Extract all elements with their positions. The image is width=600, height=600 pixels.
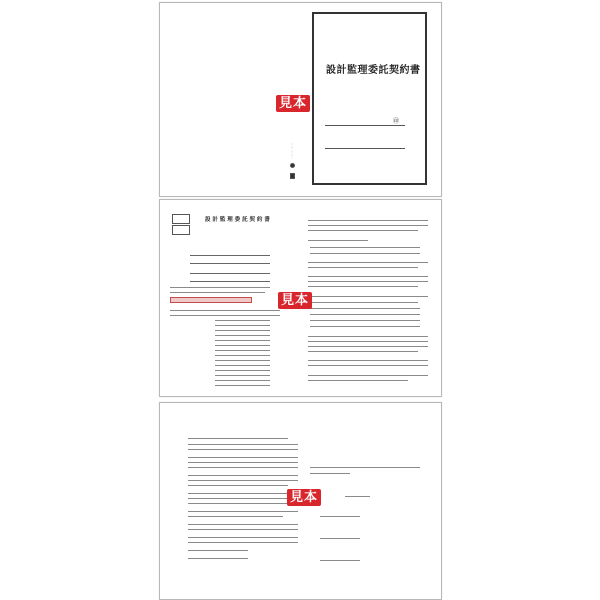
text-line: [308, 281, 428, 282]
list-line: [215, 385, 270, 386]
field-line: [190, 281, 270, 282]
text-line: [188, 485, 288, 486]
contract-spread: [159, 199, 442, 397]
list-line: [215, 380, 270, 381]
text-line: [170, 287, 270, 288]
text-line: [308, 302, 418, 303]
text-line: [188, 537, 298, 538]
text-line: [308, 375, 428, 376]
text-line: [308, 380, 408, 381]
list-line: [215, 365, 270, 366]
text-line: [188, 480, 298, 481]
text-line: [188, 457, 298, 458]
list-line: [215, 355, 270, 356]
seal-mark: ㊞: [393, 118, 400, 125]
text-line: [310, 320, 420, 321]
stamp-box-2: [172, 225, 190, 235]
field-line: [190, 273, 270, 274]
text-line: [308, 341, 428, 342]
text-line: [308, 296, 428, 297]
sample-stamp: 見本: [287, 489, 321, 506]
text-line: [310, 473, 350, 474]
sample-stamp: 見本: [278, 292, 312, 309]
cover-frame: [312, 12, 427, 185]
text-line: [308, 230, 418, 231]
field-line: [190, 263, 270, 264]
text-line: [308, 360, 428, 361]
text-line: [188, 503, 293, 504]
stamp-box-1: [172, 214, 190, 224]
text-line: [188, 558, 248, 559]
text-line: [310, 308, 420, 309]
cover-line-2: [325, 148, 405, 149]
text-line: [308, 225, 428, 226]
list-line: [215, 375, 270, 376]
text-line: [188, 542, 298, 543]
text-line: [188, 449, 298, 450]
text-line: [188, 529, 298, 530]
text-line: [308, 220, 428, 221]
text-line: [310, 326, 420, 327]
list-line: [215, 350, 270, 351]
text-line: [170, 292, 265, 293]
text-line: [188, 511, 298, 512]
spine-text: ︙︙︙︙: [290, 143, 295, 159]
text-line: [188, 444, 298, 445]
contract-title: 設 計 監 理 委 託 契 約 書: [205, 217, 270, 223]
text-line: [310, 314, 420, 315]
back-spread: [159, 402, 442, 600]
spine-mark: [290, 163, 295, 168]
text-line: [188, 498, 298, 499]
cover-line-1: [325, 125, 405, 126]
list-line: [215, 370, 270, 371]
list-line: [215, 320, 270, 321]
text-line: [188, 493, 298, 494]
list-line: [215, 335, 270, 336]
list-line: [215, 330, 270, 331]
text-line: [308, 336, 428, 337]
text-line: [188, 467, 298, 468]
text-line: [170, 315, 280, 316]
field-line: [190, 255, 270, 256]
text-line: [188, 524, 298, 525]
text-line: [310, 247, 420, 248]
text-line: [188, 550, 248, 551]
text-line: [308, 240, 368, 241]
text-line: [310, 467, 420, 468]
text-line: [320, 516, 360, 517]
sample-stamp: 見本: [276, 95, 310, 112]
text-line: [310, 253, 420, 254]
text-line: [188, 462, 298, 463]
text-line: [170, 310, 280, 311]
text-line: [308, 286, 418, 287]
list-line: [215, 325, 270, 326]
text-line: [188, 475, 298, 476]
text-line: [308, 346, 428, 347]
list-line: [215, 360, 270, 361]
spine-mark-2: [290, 173, 295, 179]
text-line: [320, 560, 360, 561]
highlight-row: [170, 297, 252, 303]
cover-page: [159, 2, 442, 197]
text-line: [308, 267, 418, 268]
text-line: [308, 365, 428, 366]
text-line: [308, 276, 428, 277]
text-line: [188, 438, 288, 439]
list-line: [215, 340, 270, 341]
text-line: [345, 496, 370, 497]
text-line: [308, 262, 428, 263]
text-line: [308, 351, 418, 352]
list-line: [215, 345, 270, 346]
text-line: [320, 538, 360, 539]
text-line: [188, 516, 283, 517]
cover-title: 設計監理委託契約書: [326, 65, 421, 76]
